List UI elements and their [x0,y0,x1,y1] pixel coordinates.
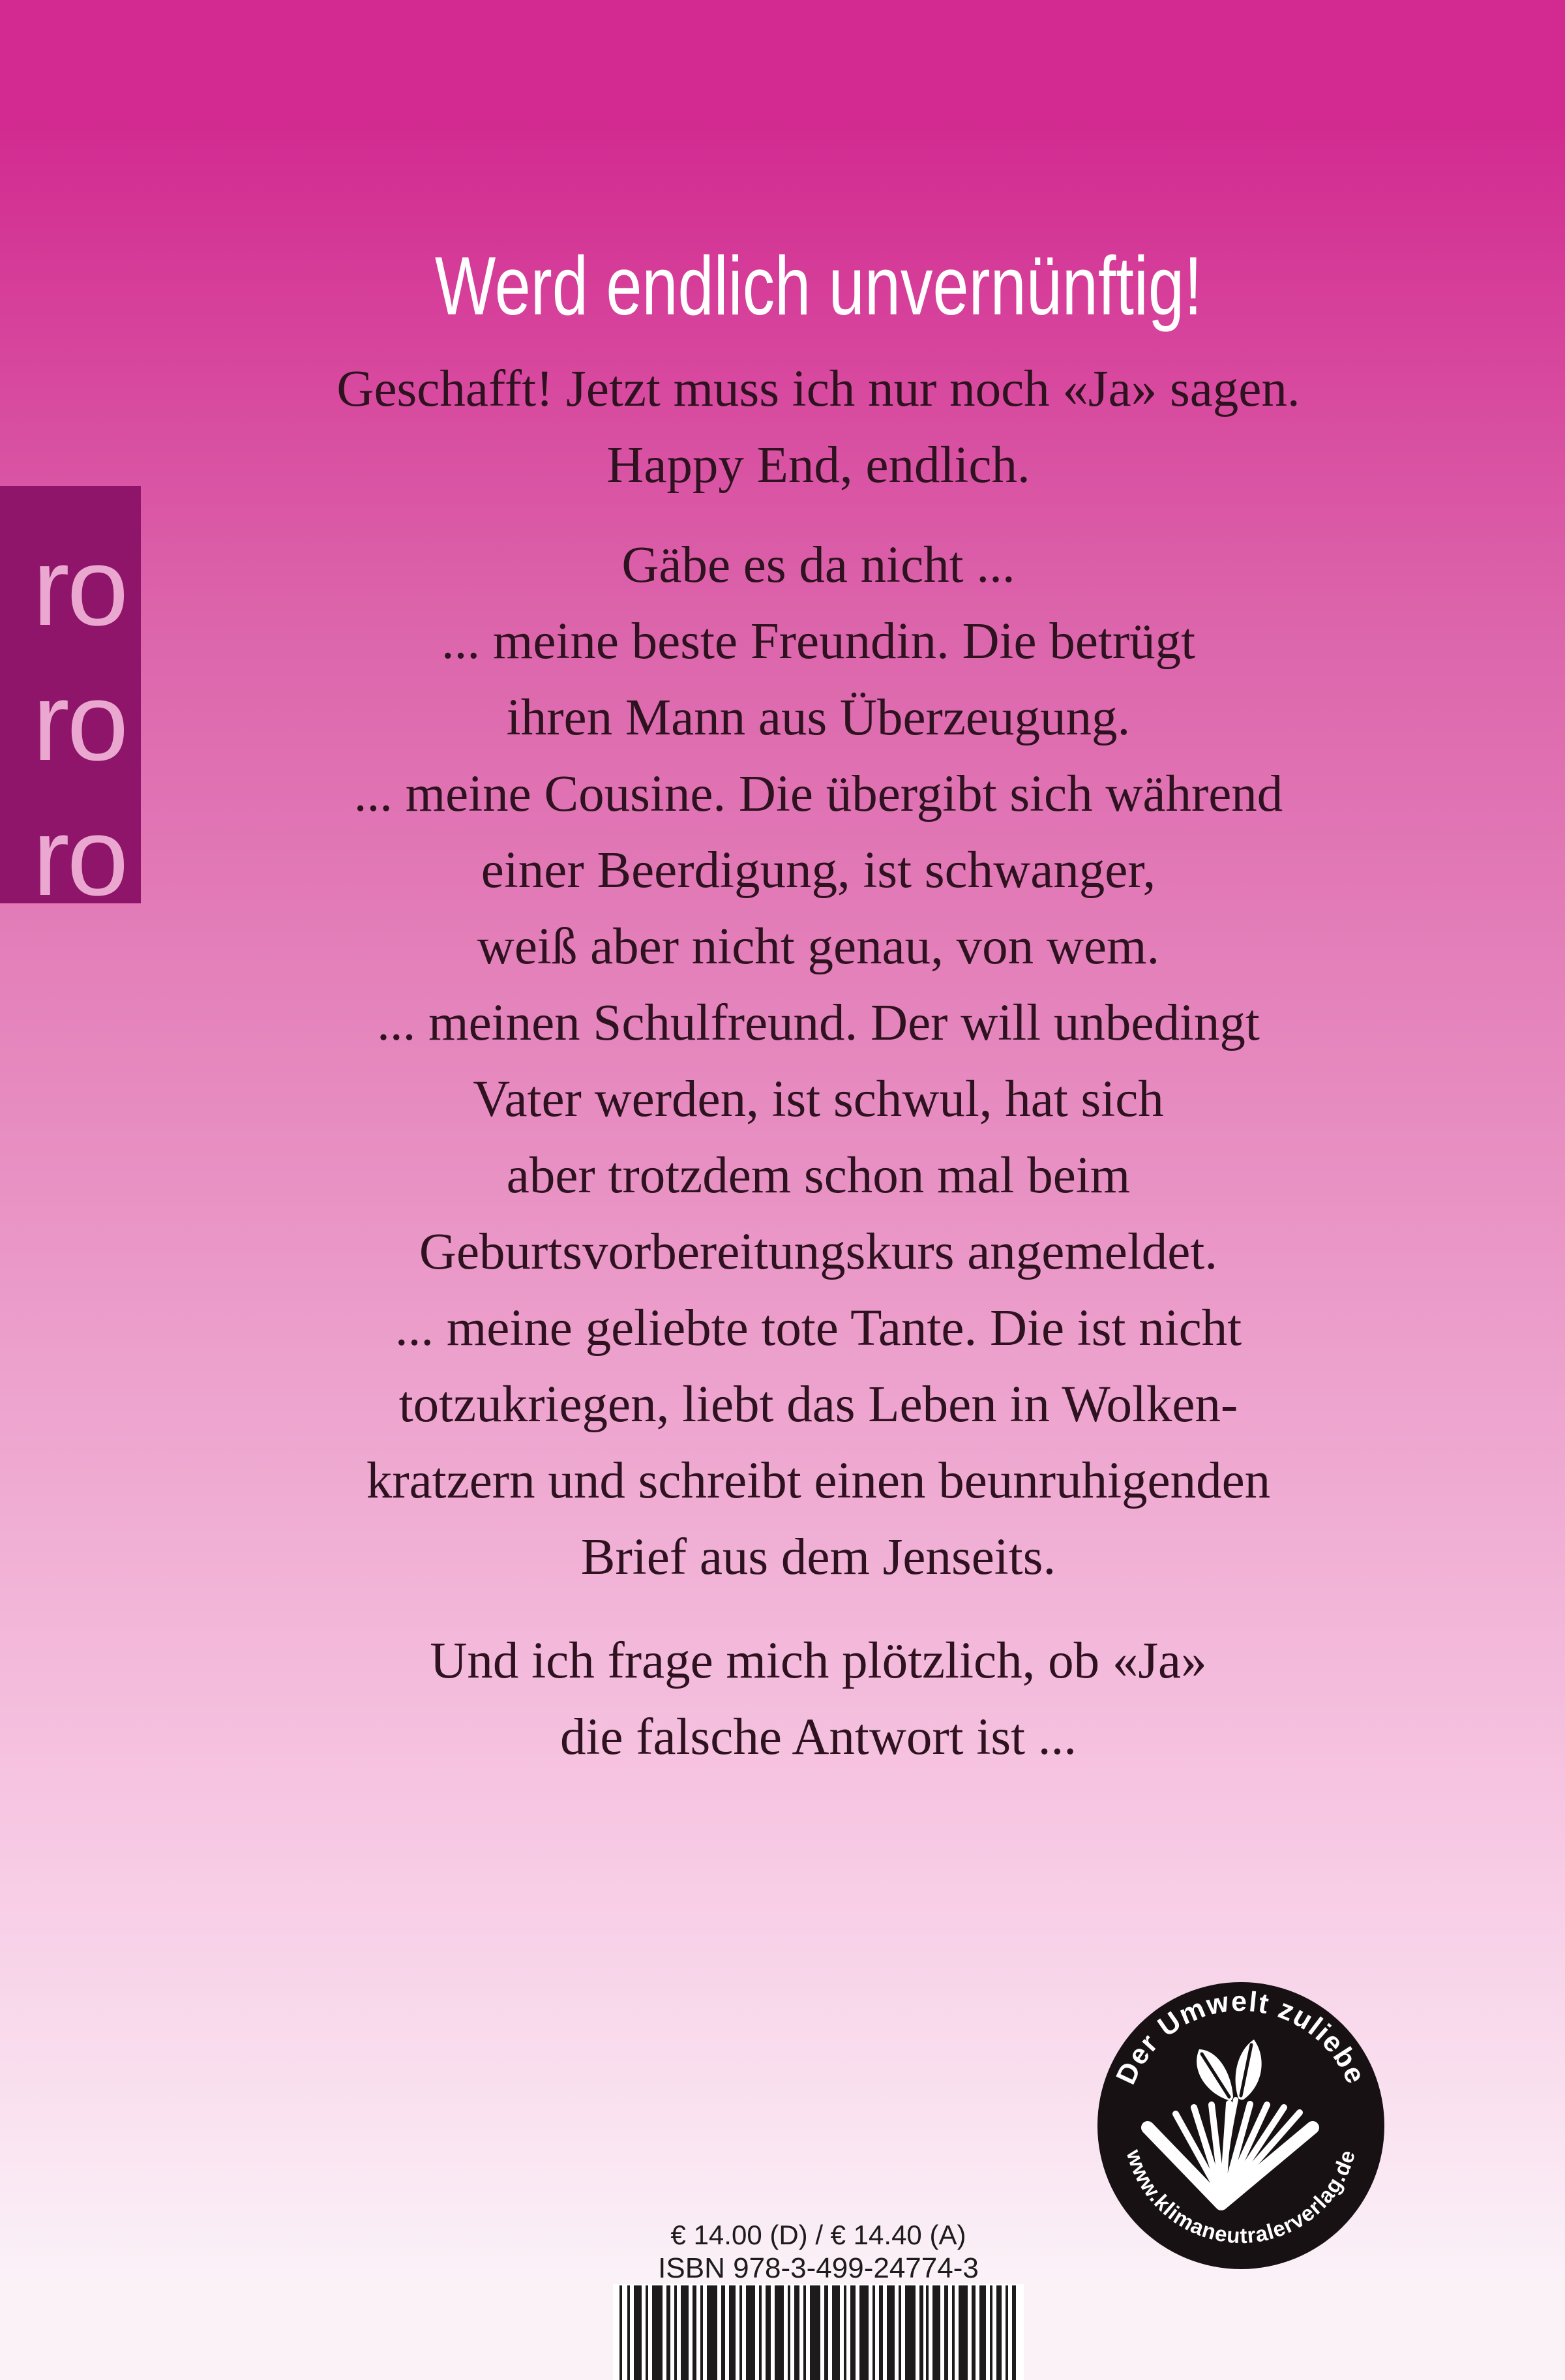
eco-badge [1097,1982,1384,2269]
blurb-paragraph: Gäbe es da nicht ... ... meine beste Freundin. Die betrügt ihren Mann aus Überzeugung. ... meine Cousine. Die übergibt sich während einer Beerdigung, ist schwanger, weiß aber nicht genau, von wem. ... meinen Schulfreund. Der will unbedingt Vater werden, ist schwul, hat sich aber trotzdem schon mal beim Geburtsvorbereitungskurs angemeldet. ... meine geliebte tote Tante. Die ist nicht totzukriegen, liebt das Leben in Wolken- kratzern und schreibt einen beunruhigenden Brief aus dem Jenseits. [353,537,1283,1586]
badge-bottom-arc-text: www.klimaneutralerverlag.de [1122,2147,1360,2248]
blurb-paragraph: Und ich frage mich plötzlich, ob «Ja» die falsche Antwort ist ... [430,1633,1207,1766]
cover-text-column [72,0,1565,1775]
barcode-bars [619,2285,1017,2380]
cover-headline-text: Werd endlich unvernünftig! [434,239,1202,332]
barcode [613,2284,1024,2380]
cover-headline [72,237,1565,335]
badge-top-arc-text: Der Umwelt zuliebe [1110,1985,1372,2090]
blurb-paragraph: Geschafft! Jetzt muss ich nur noch «Ja» sagen. Happy End, endlich. [336,361,1300,494]
logo-ro-line: ro [33,525,127,649]
logo-ro-line: ro [33,660,127,784]
price-label: € 14.00 (D) / € 14.40 (A) [670,2220,966,2250]
isbn-label: ISBN 978-3-499-24774-3 [658,2252,979,2284]
logo-ro-line: ro [33,795,127,903]
